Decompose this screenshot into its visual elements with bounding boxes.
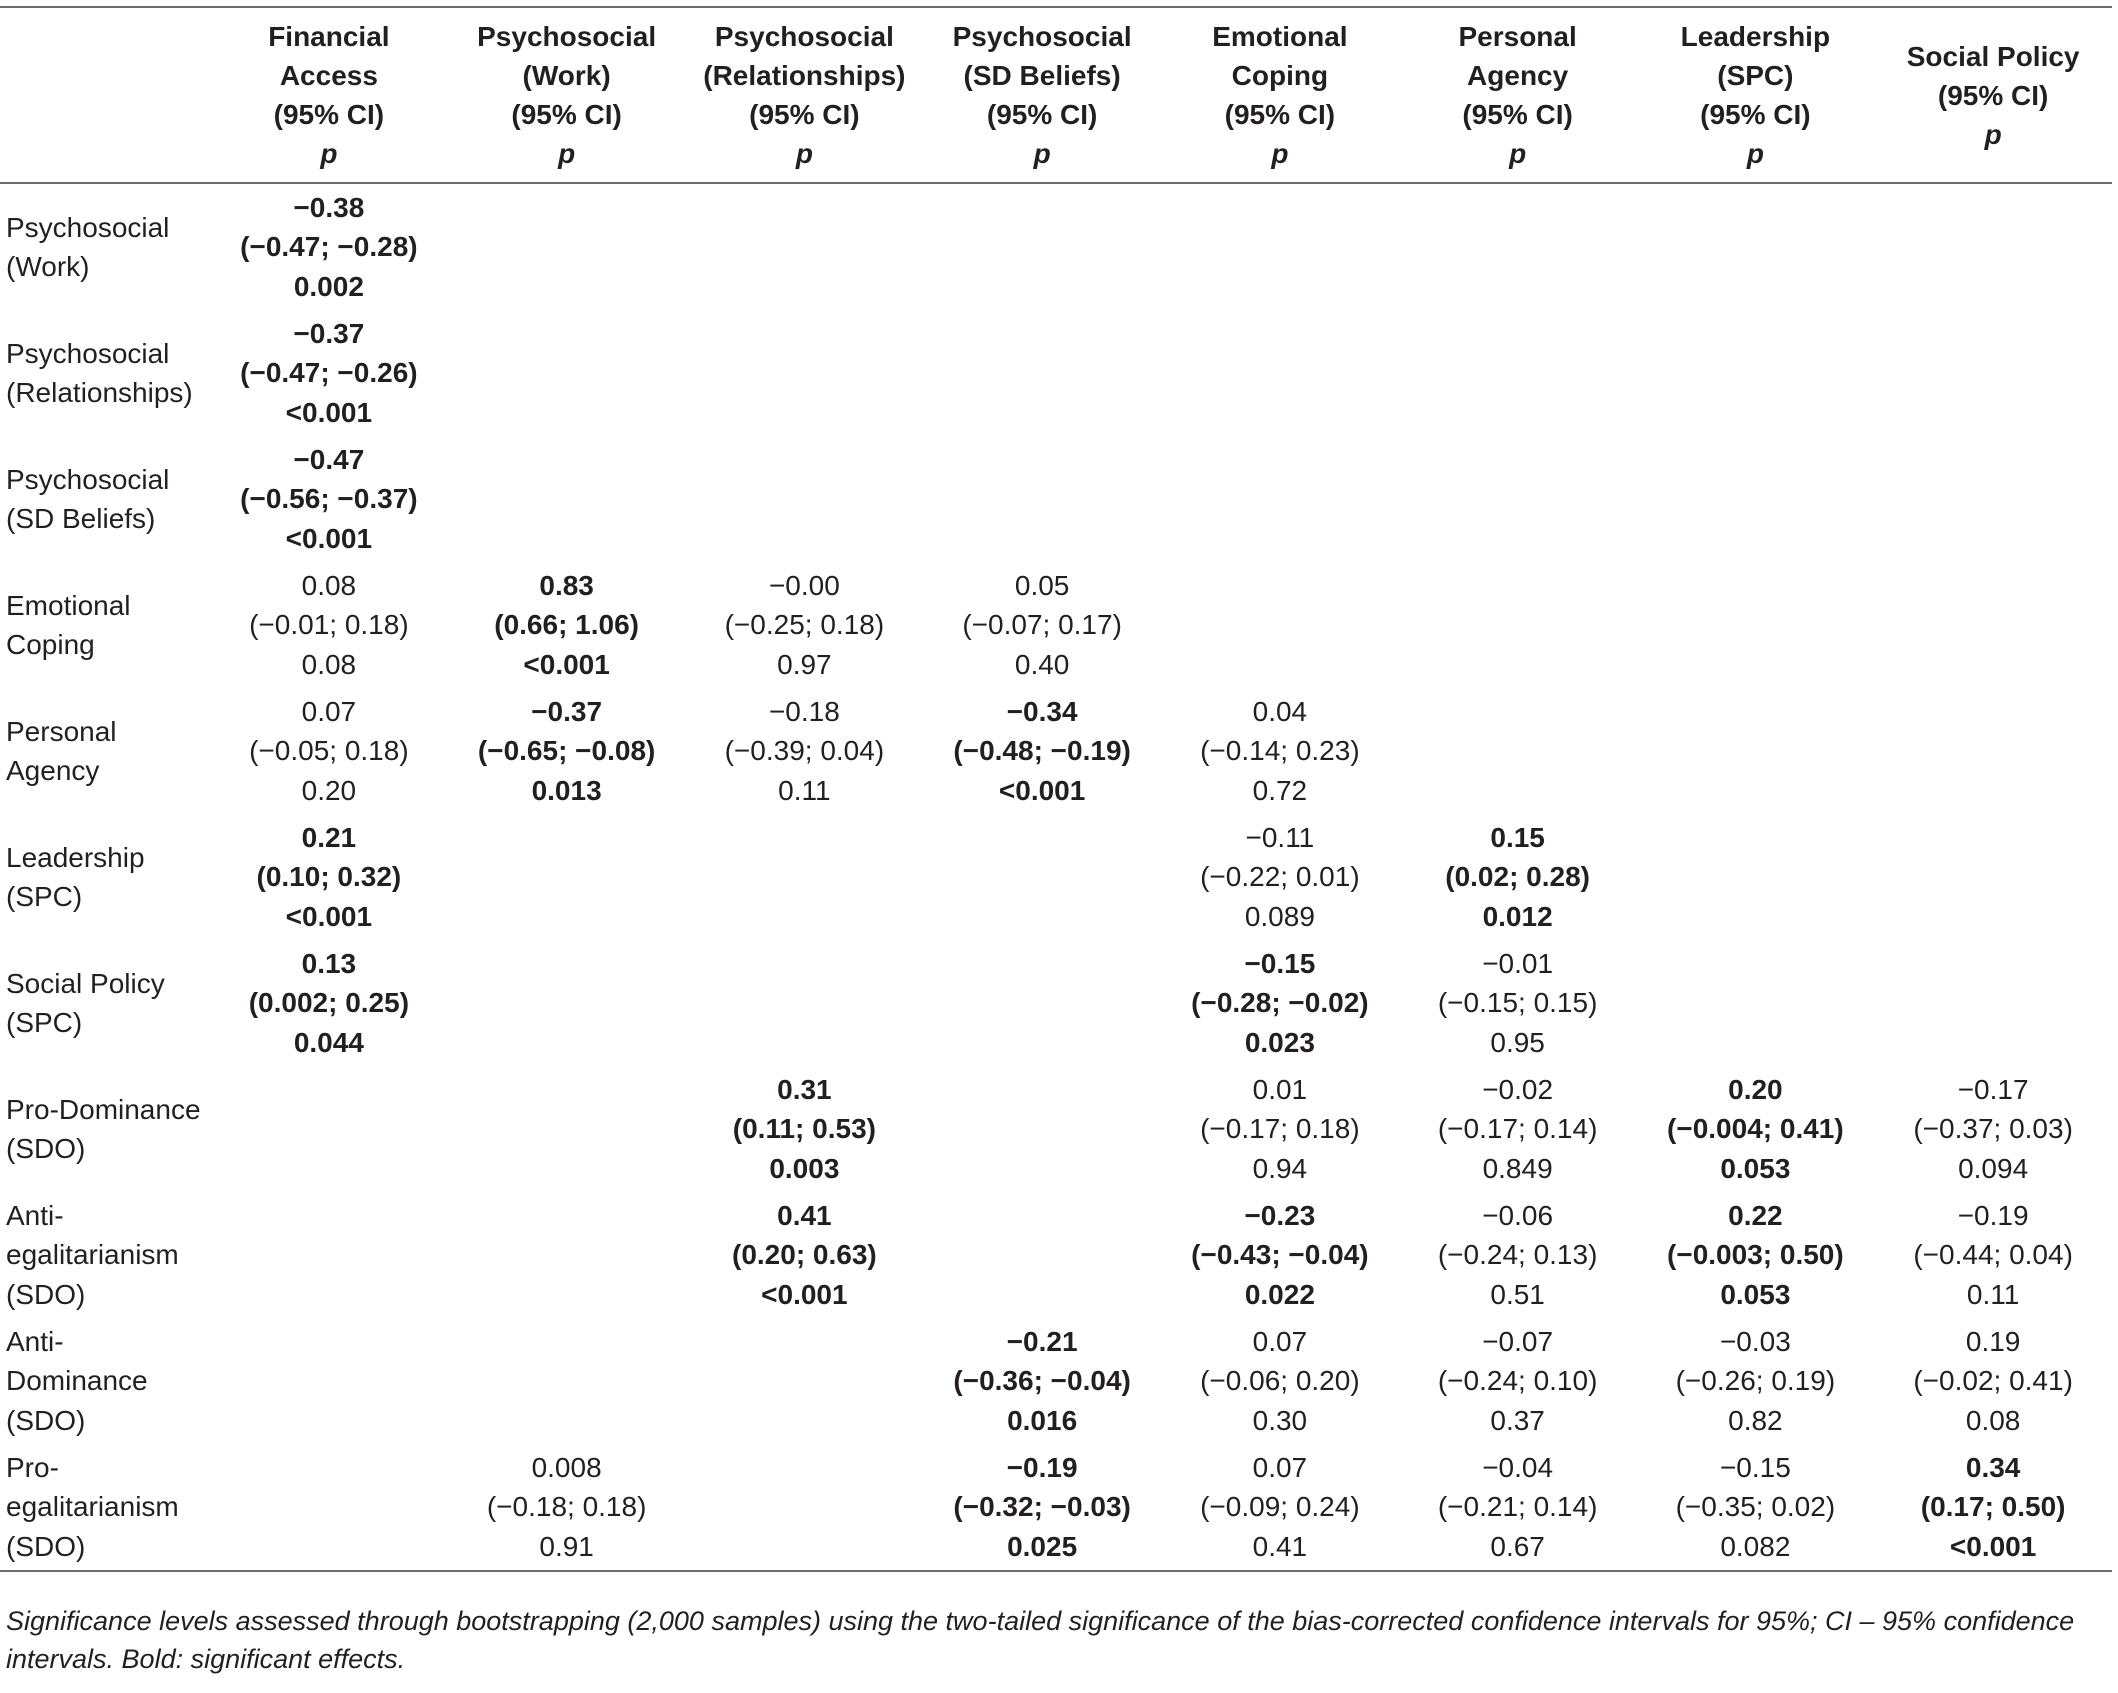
empty-cell	[1637, 310, 1875, 436]
cell-estimate: −0.19	[1006, 1451, 1078, 1483]
cell-estimate: −0.38	[293, 191, 365, 223]
column-header-p: p	[1509, 138, 1527, 169]
table-cell	[923, 562, 1161, 688]
empty-cell	[210, 1066, 448, 1192]
empty-cell	[1874, 183, 2112, 310]
column-header-line: (95% CI)	[749, 99, 860, 130]
empty-cell	[1637, 688, 1875, 814]
empty-cell	[686, 310, 924, 436]
empty-cell	[1399, 310, 1637, 436]
column-header-line: (SPC)	[1717, 60, 1794, 91]
column-header	[1399, 7, 1637, 183]
empty-cell	[1399, 562, 1637, 688]
table-cell	[923, 1444, 1161, 1571]
empty-cell	[1874, 436, 2112, 562]
row-label-line: (Work)	[6, 251, 90, 282]
cell-estimate: 0.20	[1728, 1073, 1783, 1105]
empty-cell	[1161, 436, 1399, 562]
cell-ci: (−0.36; −0.04)	[953, 1365, 1131, 1397]
cell-p-value: 0.08	[1965, 1404, 2021, 1436]
empty-cell	[923, 814, 1161, 940]
cell-p-value: <0.001	[998, 774, 1086, 806]
row-label-line: egalitarianism	[6, 1491, 179, 1523]
column-header-line: Access	[279, 60, 378, 91]
table-cell	[1399, 814, 1637, 940]
cell-estimate: 0.21	[301, 821, 357, 853]
column-header-line: Psychosocial	[477, 21, 657, 52]
header-row	[0, 7, 2112, 183]
cell-estimate: −0.04	[1482, 1451, 1554, 1483]
row-label-line: Agency	[6, 755, 100, 786]
cell-estimate: 0.22	[1728, 1199, 1783, 1231]
cell-ci: (0.11; 0.53)	[732, 1113, 876, 1145]
cell-estimate: 0.04	[1252, 695, 1308, 727]
empty-cell	[686, 814, 924, 940]
cell-ci: (−0.32; −0.03)	[953, 1491, 1131, 1523]
table-cell	[1161, 688, 1399, 814]
row-label	[0, 562, 210, 688]
row-label	[0, 1066, 210, 1192]
cell-estimate: 0.008	[531, 1451, 602, 1483]
cell-p-value: 0.089	[1244, 900, 1315, 932]
cell-estimate: 0.07	[301, 695, 357, 727]
cell-estimate: −0.18	[768, 695, 840, 727]
column-header-line: Social Policy	[1906, 40, 2080, 72]
cell-ci: (0.20; 0.63)	[732, 1239, 877, 1271]
cell-p-value: 0.053	[1720, 1278, 1791, 1310]
cell-estimate: −0.21	[1006, 1325, 1078, 1357]
table-row	[0, 310, 2112, 436]
column-header-line: (95% CI)	[986, 99, 1098, 130]
header-corner	[0, 7, 210, 183]
empty-cell	[1399, 436, 1637, 562]
empty-cell	[1874, 688, 2112, 814]
table-cell	[210, 940, 448, 1066]
table-cell	[448, 562, 686, 688]
empty-cell	[1161, 310, 1399, 436]
cell-estimate: 0.19	[1965, 1325, 2021, 1357]
table-cell	[923, 688, 1161, 814]
table-cell	[1874, 1066, 2112, 1192]
column-header-p: p	[1984, 118, 2002, 150]
results-table	[0, 6, 2112, 1572]
cell-ci: (−0.003; 0.50)	[1667, 1239, 1844, 1271]
empty-cell	[923, 436, 1161, 562]
empty-cell	[923, 940, 1161, 1066]
column-header-p: p	[795, 138, 813, 169]
table-cell	[1637, 1066, 1875, 1192]
cell-p-value: 0.20	[301, 774, 357, 806]
row-label-line: Emotional	[6, 589, 131, 621]
cell-ci: (−0.09; 0.24)	[1200, 1491, 1360, 1523]
cell-p-value: 0.67	[1490, 1530, 1545, 1562]
cell-ci: (−0.39; 0.04)	[724, 735, 885, 767]
row-label-line: (SPC)	[6, 881, 83, 912]
column-header-line: Psychosocial	[952, 21, 1132, 52]
cell-p-value: 0.044	[293, 1026, 364, 1058]
cell-estimate: 0.07	[1252, 1451, 1308, 1483]
cell-ci: (−0.44; 0.04)	[1913, 1239, 2073, 1271]
cell-p-value: 0.11	[1966, 1278, 2020, 1310]
cell-estimate: 0.01	[1252, 1073, 1308, 1105]
cell-estimate: 0.05	[1014, 569, 1070, 601]
empty-cell	[686, 183, 924, 310]
empty-cell	[210, 1318, 448, 1444]
column-header	[923, 7, 1161, 183]
empty-cell	[1637, 562, 1875, 688]
cell-ci: (−0.14; 0.23)	[1200, 735, 1360, 767]
empty-cell	[1874, 562, 2112, 688]
table-row	[0, 1444, 2112, 1571]
cell-estimate: 0.07	[1252, 1325, 1308, 1357]
cell-estimate: −0.00	[768, 569, 840, 601]
column-header	[210, 7, 448, 183]
cell-ci: (−0.24; 0.10)	[1437, 1365, 1598, 1397]
column-header-p: p	[1746, 138, 1764, 169]
cell-estimate: 0.83	[539, 569, 594, 601]
column-header-line: Leadership	[1680, 21, 1831, 52]
cell-p-value: 0.003	[769, 1152, 840, 1184]
table-cell	[686, 562, 924, 688]
cell-p-value: 0.95	[1490, 1026, 1545, 1058]
row-label	[0, 1444, 210, 1571]
cell-estimate: 0.31	[777, 1073, 832, 1105]
empty-cell	[1874, 940, 2112, 1066]
table-row	[0, 562, 2112, 688]
empty-cell	[1161, 183, 1399, 310]
cell-ci: (−0.15; 0.15)	[1437, 987, 1598, 1019]
cell-p-value: <0.001	[285, 900, 373, 932]
cell-p-value: 0.40	[1014, 648, 1070, 680]
column-header-line: (95% CI)	[273, 99, 385, 130]
cell-p-value: 0.37	[1490, 1404, 1545, 1436]
table-cell	[1161, 1192, 1399, 1318]
table-cell	[923, 1318, 1161, 1444]
row-label-line: (SDO)	[6, 1404, 86, 1436]
empty-cell	[1637, 183, 1875, 310]
empty-cell	[448, 814, 686, 940]
table-cell	[1161, 1444, 1399, 1571]
column-header-line: Financial	[268, 21, 390, 52]
empty-cell	[448, 940, 686, 1066]
column-header-line: (95% CI)	[1700, 99, 1811, 130]
column-header-line: Psychosocial	[714, 21, 894, 52]
column-header-line: Agency	[1467, 60, 1569, 91]
cell-p-value: 0.016	[1007, 1404, 1078, 1436]
empty-cell	[686, 436, 924, 562]
cell-estimate: 0.15	[1490, 821, 1545, 853]
table-cell	[1399, 1066, 1637, 1192]
row-label-line: Anti-	[6, 1325, 64, 1357]
empty-cell	[448, 1318, 686, 1444]
empty-cell	[1874, 814, 2112, 940]
cell-ci: (−0.26; 0.19)	[1675, 1365, 1836, 1397]
table-cell	[686, 688, 924, 814]
row-label	[0, 436, 210, 562]
cell-p-value: 0.41	[1252, 1530, 1308, 1562]
column-header-p: p	[320, 138, 338, 169]
cell-p-value: <0.001	[523, 648, 610, 680]
cell-p-value: <0.001	[285, 396, 373, 428]
cell-ci: (−0.07; 0.17)	[962, 609, 1122, 641]
empty-cell	[923, 1066, 1161, 1192]
cell-p-value: 0.002	[293, 270, 364, 302]
table-cell	[1399, 940, 1637, 1066]
table-cell	[1874, 1318, 2112, 1444]
column-header-line: (Work)	[522, 60, 611, 91]
empty-cell	[1637, 940, 1875, 1066]
table-cell	[1161, 1066, 1399, 1192]
cell-estimate: −0.06	[1482, 1199, 1554, 1231]
column-header-line: (95% CI)	[511, 99, 622, 130]
cell-estimate: 0.13	[301, 947, 357, 979]
column-header-line: (95% CI)	[1937, 79, 2049, 111]
cell-ci: (−0.004; 0.41)	[1667, 1113, 1844, 1145]
row-label-line: (SDO)	[6, 1133, 86, 1164]
table-cell	[1161, 1318, 1399, 1444]
cell-ci: (−0.65; −0.08)	[477, 735, 656, 767]
column-header-line: Personal	[1458, 21, 1577, 52]
table-cell	[210, 688, 448, 814]
table-cell	[1637, 1318, 1875, 1444]
cell-estimate: −0.17	[1957, 1073, 2029, 1105]
cell-estimate: −0.19	[1957, 1199, 2029, 1231]
column-header-line: Coping	[1231, 60, 1329, 91]
cell-ci: (0.002; 0.25)	[248, 987, 410, 1019]
table-cell	[1874, 1192, 2112, 1318]
table-cell	[210, 814, 448, 940]
empty-cell	[210, 1444, 448, 1571]
cell-estimate: −0.15	[1244, 947, 1316, 979]
table-cell	[448, 1444, 686, 1571]
cell-estimate: 0.41	[777, 1199, 832, 1231]
cell-estimate: −0.37	[531, 695, 603, 727]
cell-ci: (−0.18; 0.18)	[486, 1491, 647, 1523]
cell-estimate: −0.01	[1482, 947, 1554, 979]
cell-ci: (−0.56; −0.37)	[240, 483, 418, 515]
empty-cell	[448, 1192, 686, 1318]
cell-p-value: 0.11	[778, 774, 831, 806]
row-label-line: Social Policy	[6, 967, 165, 999]
column-header-line: (SD Beliefs)	[963, 60, 1121, 91]
cell-p-value: 0.30	[1252, 1404, 1308, 1436]
column-header-line: Emotional	[1212, 21, 1348, 52]
cell-ci: (−0.22; 0.01)	[1200, 861, 1360, 893]
cell-p-value: 0.022	[1244, 1278, 1315, 1310]
cell-p-value: 0.849	[1482, 1152, 1553, 1184]
cell-p-value: 0.94	[1252, 1152, 1308, 1184]
column-header	[686, 7, 924, 183]
cell-estimate: −0.15	[1719, 1451, 1791, 1483]
row-label-line: Pro-Dominance	[6, 1093, 201, 1125]
row-label-line: (SPC)	[6, 1007, 83, 1038]
cell-p-value: <0.001	[285, 522, 373, 554]
column-header-p: p	[558, 138, 576, 169]
empty-cell	[448, 183, 686, 310]
empty-cell	[923, 310, 1161, 436]
row-label	[0, 940, 210, 1066]
column-header	[1874, 7, 2112, 183]
cell-p-value: 0.094	[1958, 1152, 2029, 1184]
table-cell	[210, 183, 448, 310]
cell-p-value: <0.001	[761, 1278, 848, 1310]
cell-estimate: −0.07	[1482, 1325, 1554, 1357]
empty-cell	[923, 1192, 1161, 1318]
cell-estimate: −0.47	[293, 443, 365, 475]
cell-ci: (0.66; 1.06)	[494, 609, 639, 641]
cell-estimate: −0.34	[1006, 695, 1078, 727]
cell-p-value: 0.013	[531, 774, 602, 806]
row-label-line: (SDO)	[6, 1278, 86, 1310]
table-cell	[1874, 1444, 2112, 1571]
table-cell	[210, 562, 448, 688]
cell-ci: (0.02; 0.28)	[1445, 861, 1590, 893]
row-label-line: Leadership	[6, 841, 145, 873]
cell-ci: (−0.05; 0.18)	[249, 735, 409, 767]
empty-cell	[210, 1192, 448, 1318]
cell-ci: (−0.02; 0.41)	[1913, 1365, 2073, 1397]
empty-cell	[1637, 814, 1875, 940]
cell-ci: (−0.48; −0.19)	[953, 735, 1131, 767]
table-cell	[1161, 940, 1399, 1066]
row-label-line: egalitarianism	[6, 1239, 179, 1271]
cell-p-value: 0.91	[539, 1530, 594, 1562]
row-label	[0, 310, 210, 436]
column-header-p: p	[1271, 138, 1289, 169]
table-row	[0, 1192, 2112, 1318]
cell-p-value: 0.82	[1728, 1404, 1783, 1436]
table-row	[0, 1066, 2112, 1192]
cell-ci: (−0.01; 0.18)	[249, 609, 409, 641]
cell-estimate: −0.03	[1719, 1325, 1791, 1357]
empty-cell	[686, 1318, 924, 1444]
cell-ci: (0.10; 0.32)	[256, 861, 402, 893]
cell-ci: (0.17; 0.50)	[1920, 1491, 2066, 1523]
empty-cell	[686, 940, 924, 1066]
cell-estimate: −0.37	[293, 317, 365, 349]
row-label	[0, 688, 210, 814]
empty-cell	[448, 310, 686, 436]
row-label	[0, 814, 210, 940]
row-label-line: (SDO)	[6, 1530, 86, 1562]
table-footnote: Significance levels assessed through bootstrapping (2,000 samples) using the two-tailed significance of the bias-corrected confidence intervals for 95%; CI – 95% confidence intervals. Bold: significant effects.	[6, 1606, 2075, 1674]
table-cell	[1637, 1192, 1875, 1318]
cell-ci: (−0.35; 0.02)	[1675, 1491, 1836, 1523]
empty-cell	[448, 436, 686, 562]
cell-ci: (−0.47; −0.28)	[240, 231, 418, 263]
row-label-line: (Relationships)	[6, 377, 193, 408]
cell-p-value: 0.053	[1720, 1152, 1791, 1184]
empty-cell	[1874, 310, 2112, 436]
empty-cell	[1399, 688, 1637, 814]
empty-cell	[686, 1444, 924, 1571]
row-label-line: Dominance	[6, 1365, 148, 1397]
cell-estimate: 0.34	[1965, 1451, 2021, 1483]
empty-cell	[448, 1066, 686, 1192]
cell-ci: (−0.47; −0.26)	[240, 357, 418, 389]
column-header-line: (Relationships)	[703, 60, 906, 91]
cell-estimate: −0.23	[1244, 1199, 1316, 1231]
table-cell	[1399, 1444, 1637, 1571]
table-cell	[686, 1066, 924, 1192]
row-label-line: Pro-	[6, 1451, 59, 1483]
cell-ci: (−0.43; −0.04)	[1191, 1239, 1369, 1271]
table-cell	[210, 436, 448, 562]
row-label	[0, 1318, 210, 1444]
column-header	[1637, 7, 1875, 183]
cell-p-value: 0.08	[301, 648, 357, 680]
cell-p-value: 0.023	[1244, 1026, 1315, 1058]
row-label	[0, 183, 210, 310]
column-header	[448, 7, 686, 183]
cell-p-value: 0.025	[1007, 1530, 1078, 1562]
table-row	[0, 1318, 2112, 1444]
table-header	[0, 7, 2112, 183]
table-cell	[210, 310, 448, 436]
row-label-line: Psychosocial	[6, 337, 170, 369]
table-cell	[1399, 1318, 1637, 1444]
row-label-line: Coping	[6, 629, 95, 660]
table-body	[0, 183, 2112, 1571]
cell-estimate: −0.11	[1245, 821, 1315, 853]
row-label-line: Psychosocial	[6, 463, 170, 495]
cell-ci: (−0.06; 0.20)	[1200, 1365, 1360, 1397]
column-header	[1161, 7, 1399, 183]
cell-ci: (−0.37; 0.03)	[1913, 1113, 2073, 1145]
cell-ci: (−0.17; 0.18)	[1200, 1113, 1360, 1145]
cell-ci: (−0.24; 0.13)	[1437, 1239, 1598, 1271]
column-header-p: p	[1033, 138, 1051, 169]
row-label-line: Personal	[6, 715, 117, 747]
table-row	[0, 436, 2112, 562]
column-header-line: (95% CI)	[1462, 99, 1573, 130]
table-cell	[1399, 1192, 1637, 1318]
cell-estimate: 0.08	[301, 569, 357, 601]
cell-p-value: 0.082	[1720, 1530, 1791, 1562]
cell-p-value: 0.51	[1490, 1278, 1545, 1310]
cell-ci: (−0.17; 0.14)	[1437, 1113, 1598, 1145]
cell-ci: (−0.28; −0.02)	[1191, 987, 1369, 1019]
row-label-line: Anti-	[6, 1199, 64, 1231]
cell-estimate: −0.02	[1482, 1073, 1554, 1105]
cell-p-value: 0.97	[777, 648, 832, 680]
table-cell	[1161, 814, 1399, 940]
empty-cell	[1399, 183, 1637, 310]
table-cell	[1637, 1444, 1875, 1571]
cell-ci: (−0.25; 0.18)	[724, 609, 885, 641]
table-row	[0, 688, 2112, 814]
cell-p-value: 0.72	[1252, 774, 1308, 806]
table-row	[0, 183, 2112, 310]
cell-ci: (−0.21; 0.14)	[1437, 1491, 1598, 1523]
empty-cell	[1637, 436, 1875, 562]
row-label	[0, 1192, 210, 1318]
table-row	[0, 814, 2112, 940]
cell-p-value: <0.001	[1949, 1530, 2037, 1562]
empty-cell	[923, 183, 1161, 310]
column-header-line: (95% CI)	[1224, 99, 1336, 130]
cell-p-value: 0.012	[1482, 900, 1553, 932]
empty-cell	[1161, 562, 1399, 688]
table-cell	[448, 688, 686, 814]
row-label-line: Psychosocial	[6, 211, 170, 243]
table-row	[0, 940, 2112, 1066]
row-label-line: (SD Beliefs)	[6, 503, 156, 534]
table-cell	[686, 1192, 924, 1318]
